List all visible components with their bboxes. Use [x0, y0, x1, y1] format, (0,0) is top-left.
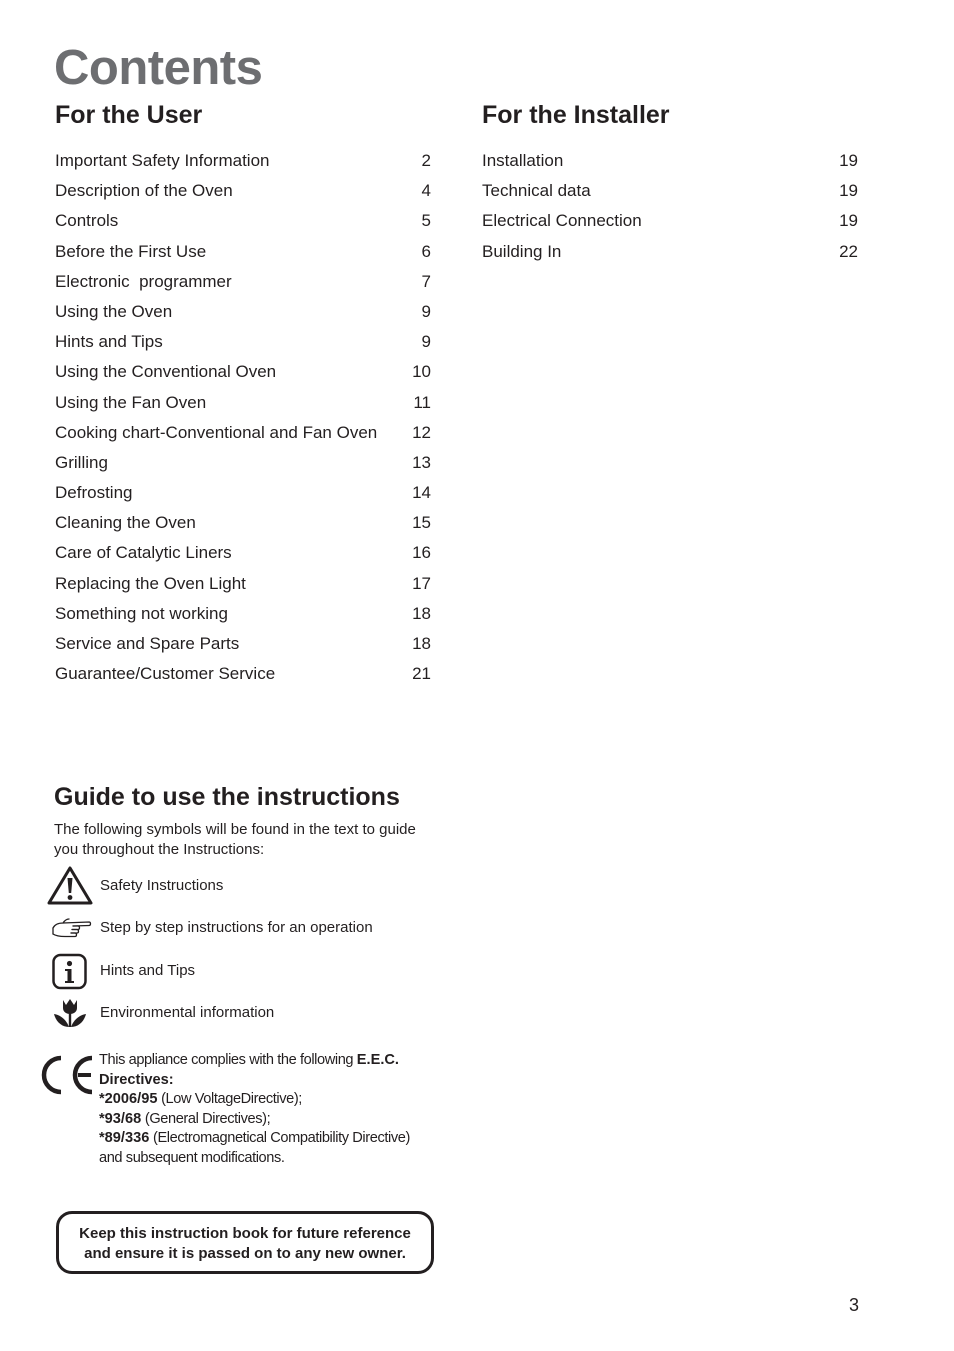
toc-entry[interactable] — [55, 210, 431, 240]
compliance-eec: E.E.C. Directives: — [99, 1052, 399, 1088]
toc-entry-page: 6 — [421, 241, 431, 261]
toc-entry[interactable] — [55, 633, 431, 663]
toc-entry-page: 18 — [412, 603, 431, 623]
toc-entry-page: 22 — [839, 241, 858, 261]
toc-entry-label: Electrical Connection — [482, 211, 642, 231]
symbol-label: Safety Instructions — [100, 877, 224, 894]
symbol-label: Hints and Tips — [100, 962, 196, 979]
symbol-row-safety — [46, 866, 466, 906]
toc-entry[interactable] — [482, 241, 858, 271]
toc-entry[interactable] — [55, 150, 431, 180]
toc-entry[interactable] — [482, 180, 858, 210]
toc-entry-page: 4 — [421, 181, 431, 201]
toc-entry-label: Cooking chart-Conventional and Fan Oven — [55, 422, 378, 442]
toc-entry-page: 13 — [412, 452, 431, 472]
toc-entry-label: Using the Fan Oven — [55, 392, 207, 412]
guide-heading: Guide to use the instructions — [54, 783, 400, 811]
toc-entry[interactable] — [55, 331, 431, 361]
toc-entry[interactable] — [55, 392, 431, 422]
toc-entry[interactable] — [55, 452, 431, 482]
toc-entry-page: 10 — [412, 362, 431, 382]
toc-entry-label: Guarantee/Customer Service — [55, 664, 276, 684]
toc-entry-label: Important Safety Information — [55, 151, 270, 170]
info-icon — [46, 951, 94, 991]
toc-entry-page: 19 — [839, 211, 858, 231]
toc-entry-label: Using the Oven — [55, 301, 173, 321]
installer-section-heading: For the Installer — [482, 101, 670, 129]
toc-entry-label: Cleaning the Oven — [55, 513, 196, 533]
user-section-heading: For the User — [55, 101, 203, 129]
symbol-row-steps — [46, 908, 466, 948]
toc-entry[interactable] — [482, 150, 858, 180]
compliance-intro: This appliance complies with the following — [99, 1052, 357, 1068]
keep-instructions-notice — [56, 1211, 434, 1274]
directive-code: *89/336 — [99, 1130, 150, 1146]
toc-entry-label: Electronic programmer — [55, 271, 232, 291]
toc-entry-label: Replacing the Oven Light — [55, 573, 246, 593]
toc-entry-label: Building In — [482, 241, 562, 261]
toc-entry-page: 19 — [839, 181, 858, 201]
guide-intro: The following symbols will be found in the text to guide you throughout the Instructions: — [54, 821, 416, 858]
symbol-row-environment — [46, 993, 466, 1033]
notice-line: Keep this instruction book for future reference — [79, 1225, 411, 1242]
toc-entry-label: Service and Spare Parts — [55, 634, 240, 653]
pointing-hand-icon — [46, 908, 94, 948]
notice-line: and ensure it is passed on to any new owner. — [84, 1245, 406, 1262]
warning-triangle-icon — [46, 866, 94, 906]
toc-entry-page: 5 — [421, 211, 431, 231]
toc-entry-page: 15 — [412, 513, 431, 533]
toc-entry[interactable] — [55, 271, 431, 301]
toc-entry-label: Before the First Use — [55, 241, 207, 261]
directive-code: *2006/95 — [99, 1091, 158, 1107]
toc-entry[interactable] — [55, 603, 431, 633]
toc-entry-page: 21 — [412, 664, 431, 684]
toc-entry-label: Defrosting — [55, 483, 133, 503]
tulip-icon — [46, 993, 94, 1033]
toc-entry-page: 16 — [412, 543, 431, 563]
toc-entry-label: Using the Conventional Oven — [55, 362, 277, 382]
toc-entry[interactable] — [55, 542, 431, 572]
toc-entry[interactable] — [55, 482, 431, 512]
toc-entry-page: 9 — [421, 301, 431, 321]
toc-entry-page: 18 — [412, 634, 431, 653]
toc-entry-page: 14 — [412, 483, 431, 503]
toc-entry-label: Grilling — [55, 452, 108, 472]
toc-entry-label: Technical data — [482, 181, 591, 201]
page-title: Contents — [54, 41, 263, 95]
compliance-tail: and subsequent modifications. — [99, 1149, 285, 1166]
toc-entry[interactable] — [55, 301, 431, 331]
directive-text: (General Directives); — [141, 1110, 271, 1127]
ce-mark-icon — [40, 1054, 96, 1096]
user-toc-list — [55, 150, 431, 693]
toc-entry[interactable] — [55, 512, 431, 542]
toc-entry-label: Care of Catalytic Liners — [55, 543, 232, 563]
toc-entry-page: 7 — [421, 271, 431, 291]
toc-entry[interactable] — [55, 663, 431, 693]
toc-entry-page: 9 — [421, 332, 431, 352]
toc-entry-page: 19 — [839, 151, 858, 170]
toc-entry[interactable] — [55, 573, 431, 603]
toc-entry-label: Installation — [482, 151, 564, 170]
compliance-text — [99, 1051, 444, 1168]
toc-entry-page: 11 — [413, 392, 431, 412]
toc-entry-page: 12 — [412, 422, 431, 442]
symbol-label: Step by step instructions for an operation — [100, 919, 373, 936]
symbol-label: Environmental information — [100, 1004, 275, 1021]
toc-entry-page: 2 — [421, 151, 431, 170]
toc-entry[interactable] — [55, 241, 431, 271]
toc-entry[interactable] — [55, 180, 431, 210]
toc-entry-label: Hints and Tips — [55, 332, 163, 352]
page-number: 3 — [849, 1295, 860, 1315]
directive-code: *93/68 — [99, 1110, 142, 1127]
symbol-row-tips — [46, 951, 466, 991]
toc-entry-label: Description of the Oven — [55, 181, 233, 201]
toc-entry[interactable] — [482, 210, 858, 240]
toc-entry-label: Something not working — [55, 603, 228, 623]
toc-entry-label: Controls — [55, 211, 119, 231]
toc-entry-page: 17 — [412, 573, 431, 593]
toc-entry[interactable] — [55, 422, 431, 452]
directive-text: (Low VoltageDirective); — [157, 1091, 302, 1107]
installer-toc-list — [482, 150, 858, 271]
directive-text: (Electromagnetical Compatibility Directive) — [149, 1130, 410, 1146]
toc-entry[interactable] — [55, 361, 431, 391]
